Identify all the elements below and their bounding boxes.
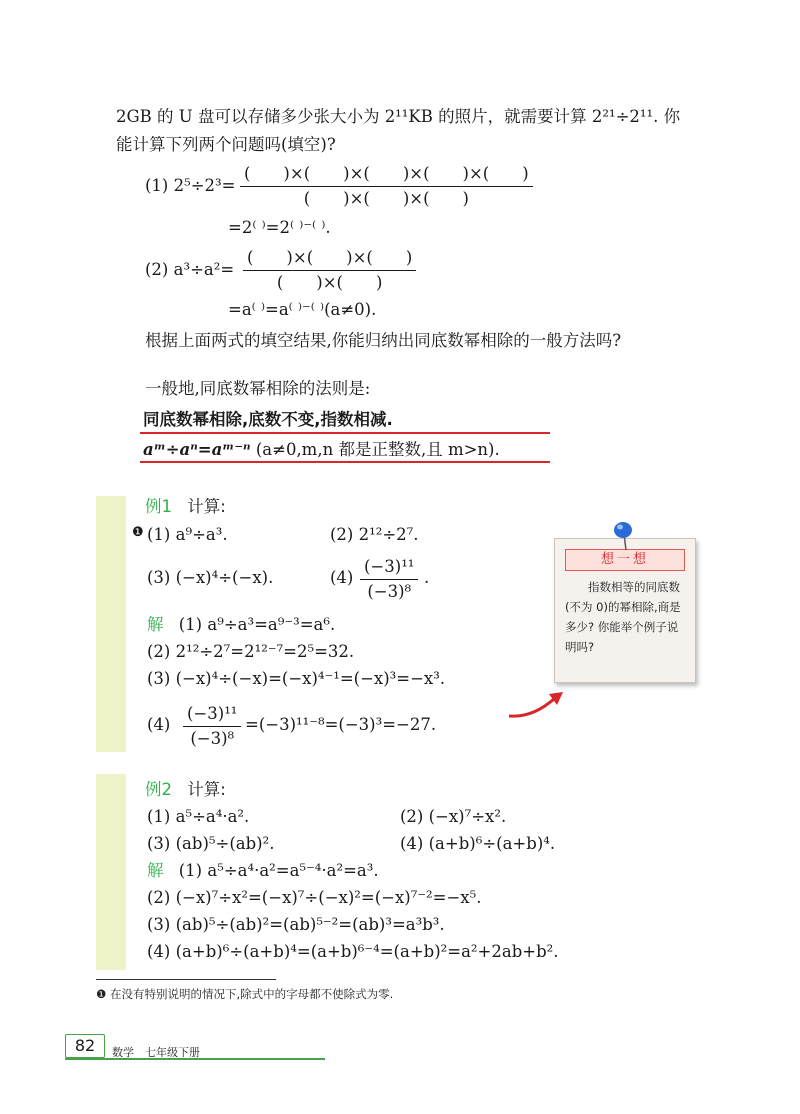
example2-problem-4: (4) (a+b)⁶÷(a+b)⁴. [400,834,556,853]
intro-line-1: 2GB 的 U 盘可以存储多少张大小为 2¹¹KB 的照片，就需要计算 2²¹÷2¹¹. 你 [116,107,681,126]
rule-underline-2 [140,461,550,463]
example2-solution-4: (4) (a+b)⁶÷(a+b)⁴=(a+b)⁶⁻⁴=(a+b)²=a²+2ab+b². [147,942,559,961]
fill-q2-fraction [243,247,416,294]
rule-intro: 一般地,同底数幂相除的法则是: [145,379,371,398]
example1-problem-1: (1) a⁹÷a³. [147,525,228,544]
example2-solution-label: 解 [147,861,164,880]
example1-solution-1: (1) a⁹÷a³=a⁹⁻³=a⁶. [178,615,336,634]
example1-problem-4-end: . [424,568,430,587]
example2-solution-3: (3) (ab)⁵÷(ab)²=(ab)⁵⁻²=(ab)³=a³b³. [147,915,445,934]
footnote-divider [96,979,276,980]
example1-problem-4-label: (4) [330,568,354,587]
example1-header [145,496,226,518]
example2-problem-1: (1) a⁵÷a⁴·a². [147,807,250,826]
fill-q1-label: (1) 2⁵÷2³= [145,176,236,195]
example1-solution-4-denominator: (−3)⁸ [190,729,235,748]
think-note [554,538,696,683]
footnote: ❶ 在没有特别说明的情况下,除式中的字母都不使除式为零. [96,987,394,1001]
example2-solution-2: (2) (−x)⁷÷x²=(−x)⁷÷(−x)²=(−x)⁷⁻²=−x⁵. [147,888,482,907]
think-note-title: 想一想 [565,549,685,571]
example1-label: 例1 [145,497,172,516]
example1-problem-4-numerator: (−3)¹¹ [360,556,418,580]
fill-q2-result: =a⁽ ⁾=a⁽ ⁾⁻⁽ ⁾(a≠0). [228,300,377,319]
pushpin-icon [610,520,640,552]
example1-problem-2: (2) 2¹²÷2⁷. [330,525,419,544]
red-arrow-icon [505,688,567,722]
rule-statement: 同底数幂相除,底数不变,指数相减. [143,410,393,429]
rule-formula: aᵐ÷aⁿ=aᵐ⁻ⁿ [143,440,251,459]
fill-q1-fraction [240,163,533,210]
example1-solution-line-1 [147,614,335,636]
example2-header [145,779,226,801]
example1-solution-label: 解 [147,615,164,634]
example2-solution-line-1 [147,860,379,882]
example1-problem-3: (3) (−x)⁴÷(−x). [147,568,274,587]
fill-q1-numerator: ( )×( )×( )×( )×( ) [240,163,533,187]
page-number: 82 [65,1034,105,1058]
example1-solution-4-label: (4) [147,715,171,734]
example1-sidebar [96,496,126,752]
example2-title: 计算: [187,780,226,799]
example2-solution-1: (1) a⁵÷a⁴·a²=a⁵⁻⁴·a²=a³. [178,861,379,880]
rule-condition: (a≠0,m,n 都是正整数,且 m>n). [255,440,500,459]
fill-q2-denominator: ( )×( ) [276,273,383,292]
think-note-body: 指数相等的同底数(不为 0)的幂相除,商是多少? 你能举个例子说明吗? [565,580,681,654]
rule-underline-1 [140,432,550,434]
fill-q1-denominator: ( )×( )×( ) [303,189,469,208]
example2-sidebar [96,774,126,970]
footer-book-title: 数学 七年级下册 [112,1046,200,1059]
example1-solution-4-numerator: (−3)¹¹ [183,703,241,727]
example2-problem-2: (2) (−x)⁷÷x². [400,807,507,826]
example2-problem-3: (3) (ab)⁵÷(ab)². [147,834,275,853]
example1-solution-4-rest: =(−3)¹¹⁻⁸=(−3)³=−27. [245,715,437,734]
fill-q2-numerator: ( )×( )×( ) [243,247,416,271]
example1-solution-4-fraction [183,703,241,750]
example2-label: 例2 [145,780,172,799]
example1-footnote-marker: ❶ [132,525,144,540]
fill-q1-result: =2⁽ ⁾=2⁽ ⁾⁻⁽ ⁾. [228,218,331,237]
fill-q2-label: (2) a³÷a²= [145,260,235,279]
example1-problem-4-denominator: (−3)⁸ [367,582,412,601]
example1-solution-2: (2) 2¹²÷2⁷=2¹²⁻⁷=2⁵=32. [147,642,355,661]
example1-title: 计算: [187,497,226,516]
intro-line-2: 能计算下列两个问题吗(填空)? [116,135,336,154]
example1-problem-4-fraction [360,556,418,603]
fill-question: 根据上面两式的填空结果,你能归纳出同底数幂相除的一般方法吗? [145,331,622,350]
example1-solution-3: (3) (−x)⁴÷(−x)=(−x)⁴⁻¹=(−x)³=−x³. [147,669,446,688]
rule-formula-line [143,439,500,461]
